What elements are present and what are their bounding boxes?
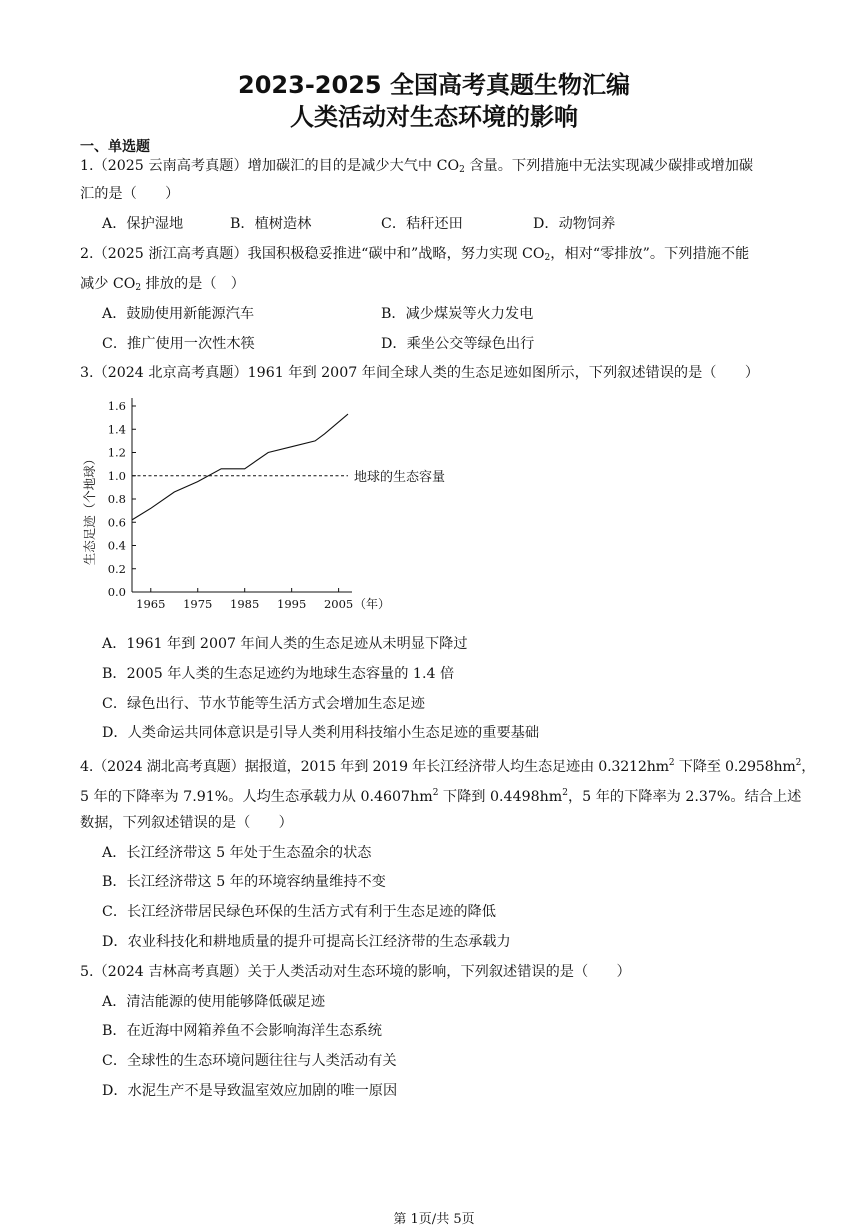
y-tick-label: 0.2	[107, 561, 126, 576]
question-4-stem: 4.（2024 湖北高考真题）据报道，2015 年到 2019 年长江经济带人均生态足迹由 $0.3212hm^2$ 下降至 $0.2958hm^2$，	[80, 758, 816, 775]
question-1-stem: 1.（2025 云南高考真题）增加碳汇的目的是减少大气中 $CO_2$ 含量。下列措施中无法实现减少碳排或增加碳	[80, 158, 754, 175]
question-4-option-b[interactable]: B．长江经济带这 5 年的环境容纳量维持不变	[102, 874, 386, 890]
question-2-stem-cont: 减少 $CO_2$ 排放的是（ ）	[80, 276, 245, 293]
question-5-option-c[interactable]: C．全球性的生态环境问题往往与人类活动有关	[102, 1053, 397, 1069]
footprint-series	[132, 414, 348, 520]
question-4-option-a[interactable]: A．长江经济带这 5 年处于生态盈余的状态	[102, 845, 372, 861]
question-3-option-a[interactable]: A．1961 年到 2007 年间人类的生态足迹从未明显下降过	[102, 636, 468, 652]
page-footer: 第 1页/共 5页	[393, 1212, 475, 1227]
x-axis-label: （年）	[354, 597, 391, 611]
question-5-option-d[interactable]: D．水泥生产不是导致温室效应加剧的唯一原因	[102, 1083, 398, 1099]
question-3-stem: 3.（2024 北京高考真题）1961 年到 2007 年间全球人类的生态足迹如图所示，下列叙述错误的是（ ）	[80, 365, 760, 381]
ecological-footprint-chart	[80, 392, 500, 622]
chart-axes	[132, 398, 352, 592]
x-tick-label: 2005	[323, 597, 354, 611]
y-axis-title: 生态足迹（个地球）	[82, 452, 97, 566]
question-3-option-d[interactable]: D．人类命运共同体意识是引导人类利用科技缩小生态足迹的重要基础	[102, 725, 540, 741]
question-1-option-d[interactable]: D．动物饲养	[533, 216, 616, 232]
page-title: 2023-2025 全国高考真题生物汇编	[238, 71, 630, 99]
question-5-option-b[interactable]: B．在近海中网箱养鱼不会影响海洋生态系统	[102, 1023, 382, 1039]
y-tick-label: 1.0	[107, 468, 126, 483]
question-3-option-c[interactable]: C．绿色出行、节水节能等生活方式会增加生态足迹	[102, 696, 425, 712]
y-tick-label: 1.2	[107, 445, 126, 460]
y-axis-label	[82, 453, 97, 566]
question-4-stem-cont-2: 数据，下列叙述错误的是（ ）	[80, 815, 293, 831]
page-subtitle: 人类活动对生态环境的影响	[290, 103, 578, 131]
y-tick-label: 0.6	[107, 515, 126, 530]
y-tick-label: 0.0	[107, 585, 126, 599]
y-tick-label: 0.8	[107, 492, 126, 506]
question-2-option-a[interactable]: A．鼓励使用新能源汽车	[102, 306, 255, 322]
question-3-option-b[interactable]: B．2005 年人类的生态足迹约为地球生态容量的 1.4 倍	[102, 666, 455, 682]
x-tick-label: 1995	[277, 597, 307, 611]
section-heading: 一、单选题	[80, 139, 150, 155]
question-2-option-c[interactable]: C．推广使用一次性木筷	[102, 336, 255, 352]
x-tick-label: 1985	[230, 597, 260, 611]
question-4-option-c[interactable]: C．长江经济带居民绿色环保的生活方式有利于生态足迹的降低	[102, 904, 496, 920]
question-5-stem: 5.（2024 吉林高考真题）关于人类活动对生态环境的影响，下列叙述错误的是（ ）	[80, 964, 631, 980]
x-tick-label: 1965	[136, 597, 166, 611]
question-4-stem-cont-1: 5 年的下降率为 7.91%。人均生态承载力从 $0.4607hm^2$ 下降到 $0.4498hm^2$，5 年的下降率为 2.37%。结合上述	[80, 788, 802, 805]
question-1-option-c[interactable]: C．秸秆还田	[381, 216, 463, 232]
capacity-label: 地球的生态容量	[354, 469, 446, 485]
question-1-option-b[interactable]: B．植树造林	[230, 216, 312, 232]
question-4-option-d[interactable]: D．农业科技化和耕地质量的提升可提高长江经济带的生态承载力	[102, 934, 511, 950]
question-1-option-a[interactable]: A．保护湿地	[102, 216, 184, 232]
y-tick-label: 1.6	[107, 399, 126, 413]
question-1-stem-cont: 汇的是（ ）	[80, 186, 180, 202]
question-2-option-b[interactable]: B．减少煤炭等火力发电	[381, 306, 534, 322]
y-tick-label: 0.4	[107, 538, 126, 553]
question-5-option-a[interactable]: A．清洁能源的使用能够降低碳足迹	[102, 994, 326, 1010]
reference-line	[132, 469, 445, 485]
question-2-stem: 2.（2025 浙江高考真题）我国积极稳妥推进“碳中和”战略，努力实现 $CO_2$，相对“零排放”。下列措施不能	[80, 246, 750, 263]
y-tick-label: 1.4	[107, 422, 126, 437]
footprint-line	[132, 414, 348, 520]
question-2-option-d[interactable]: D．乘坐公交等绿色出行	[381, 336, 535, 352]
x-tick-labels	[136, 588, 390, 611]
x-tick-label: 1975	[183, 597, 213, 611]
